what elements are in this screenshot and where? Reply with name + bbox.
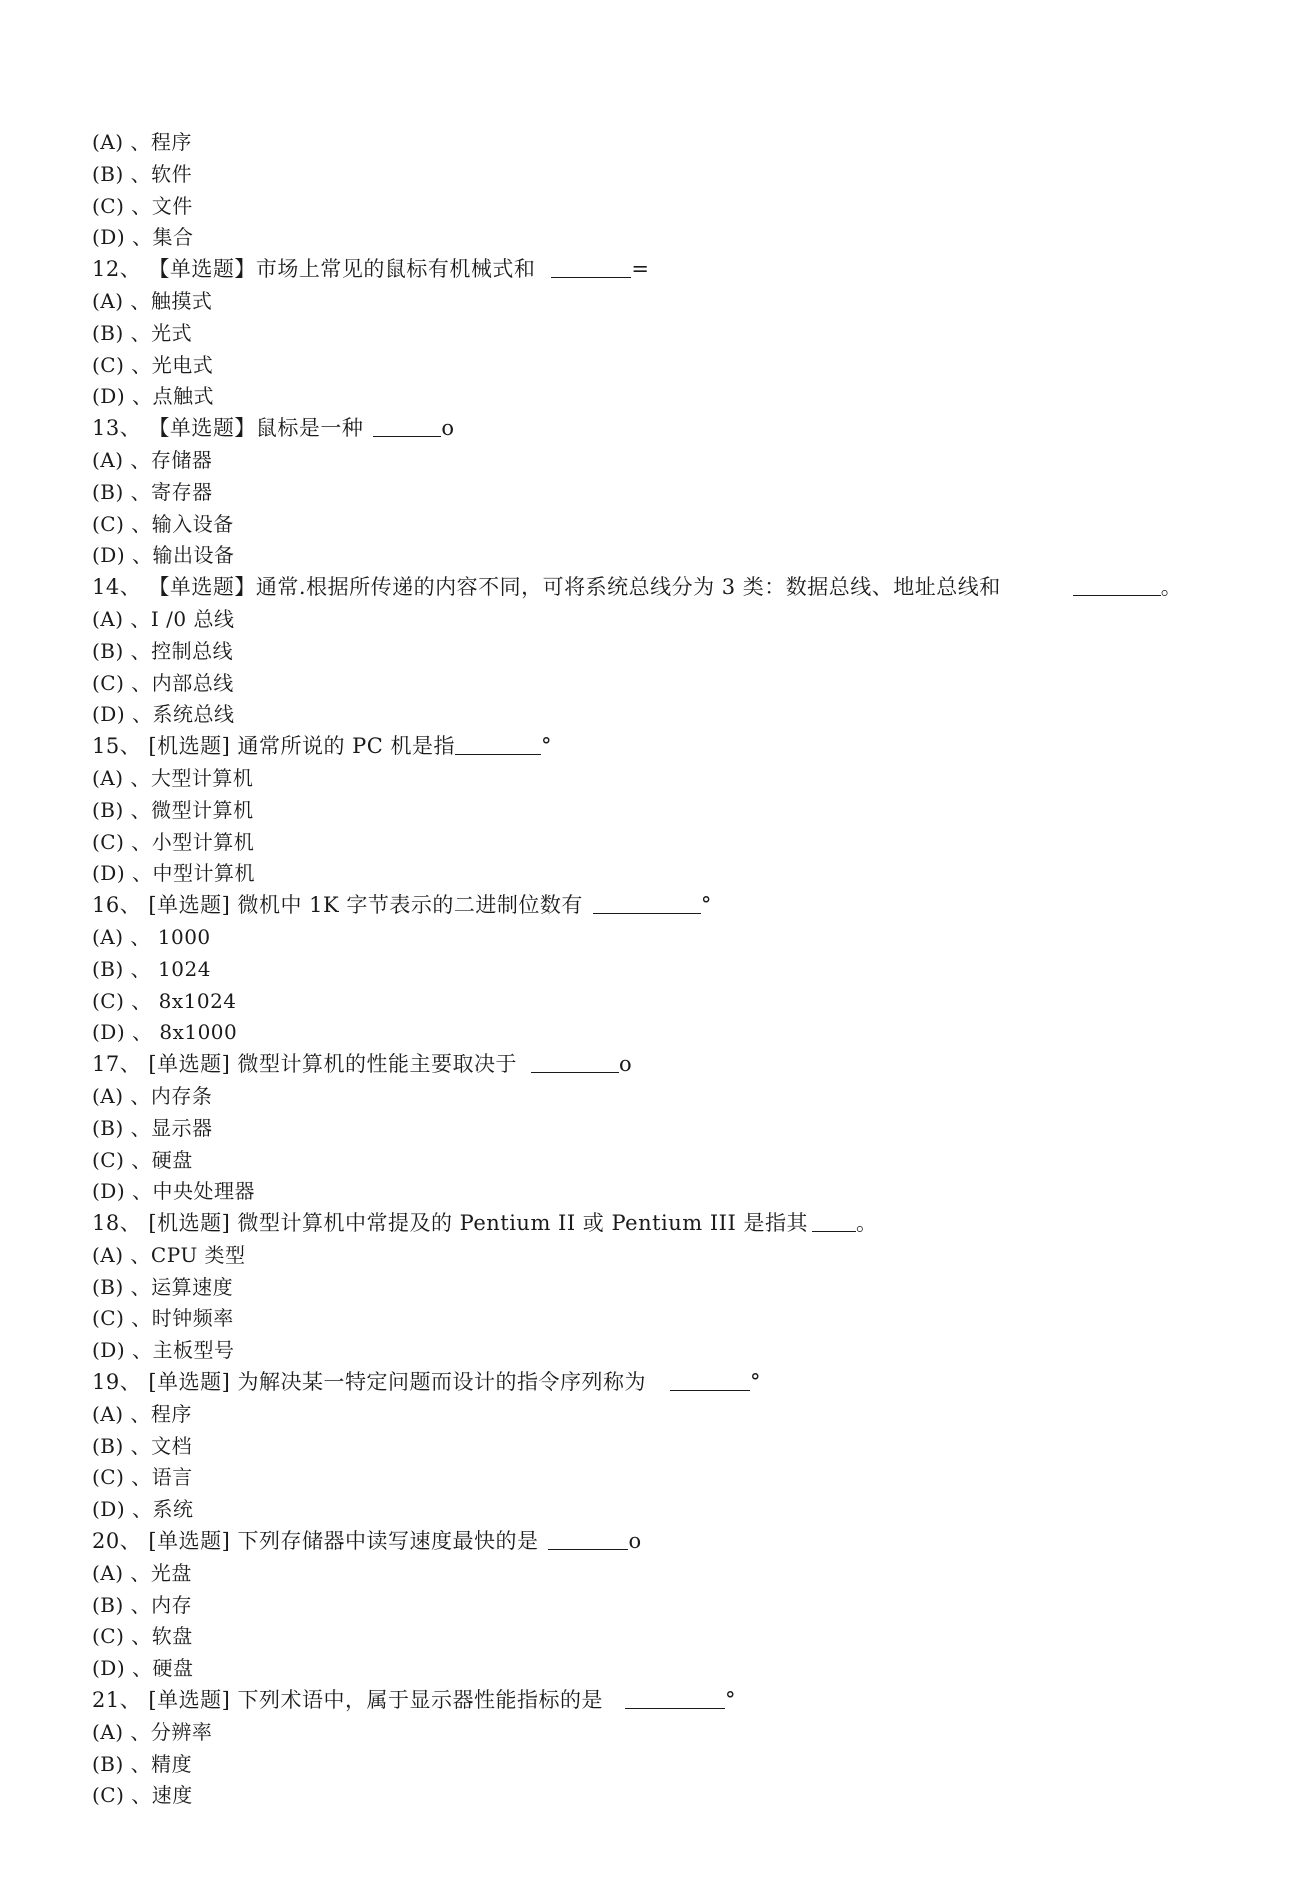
option-line: [92, 1462, 1212, 1494]
question-end-mark: 。: [1160, 575, 1183, 600]
answer-blank: [593, 891, 701, 914]
option-line: [92, 1717, 1212, 1749]
option-text: (B) 、内存: [92, 1592, 193, 1617]
option-line: [92, 1240, 1212, 1272]
option-text: (C) 、光电式: [92, 352, 214, 377]
option-text: (B) 、精度: [92, 1751, 193, 1776]
question-end-mark: °: [724, 1688, 736, 1713]
question-line: [92, 1367, 1212, 1399]
option-line: [92, 668, 1212, 700]
option-line: [92, 986, 1212, 1018]
option-text: (A) 、大型计算机: [92, 765, 254, 790]
option-line: [92, 1558, 1212, 1590]
option-text: (B) 、文档: [92, 1433, 193, 1458]
option-line: [92, 1176, 1212, 1208]
question-end-mark: °: [700, 893, 712, 918]
question-text: 12、 【单选题】市场上常见的鼠标有机械式和: [92, 257, 536, 282]
option-line: [92, 763, 1212, 795]
option-line: [92, 636, 1212, 668]
option-line: [92, 1399, 1212, 1431]
question-end-mark: o: [441, 416, 455, 441]
answer-blank: [670, 1368, 750, 1391]
option-text: (A) 、程序: [92, 1401, 192, 1426]
option-line: [92, 445, 1212, 477]
option-text: (D) 、输出设备: [92, 543, 235, 568]
option-line: [92, 1113, 1212, 1145]
question-line: [92, 572, 1212, 604]
question-end-mark: o: [628, 1529, 642, 1554]
option-line: [92, 1590, 1212, 1622]
question-end-mark: °: [749, 1370, 761, 1395]
option-line: [92, 858, 1212, 890]
option-text: (A) 、内存条: [92, 1083, 213, 1108]
answer-blank: [531, 1050, 619, 1073]
option-text: (A) 、存储器: [92, 447, 213, 472]
option-text: (C) 、时钟频率: [92, 1306, 234, 1331]
option-text: (C) 、语言: [92, 1465, 193, 1490]
option-text: (C) 、输入设备: [92, 511, 234, 536]
option-line: [92, 1494, 1212, 1526]
option-text: (D) 、集合: [92, 225, 194, 250]
option-text: (C) 、文件: [92, 193, 193, 218]
exam-page: [92, 127, 1212, 1812]
option-text: (B) 、光式: [92, 320, 193, 345]
option-text: (D) 、中央处理器: [92, 1179, 255, 1204]
option-text: (D) 、中型计算机: [92, 861, 255, 886]
option-line: [92, 1272, 1212, 1304]
answer-blank: [548, 1527, 628, 1550]
option-line: [92, 477, 1212, 509]
option-text: (B) 、微型计算机: [92, 797, 254, 822]
question-text: 16、 [单选题] 微机中 1K 字节表示的二进制位数有: [92, 893, 583, 918]
option-text: (B) 、显示器: [92, 1115, 213, 1140]
option-text: (A) 、光盘: [92, 1560, 192, 1585]
question-end-mark: °: [541, 734, 553, 759]
option-line: [92, 318, 1212, 350]
option-text: (D) 、系统总线: [92, 702, 235, 727]
option-line: [92, 1303, 1212, 1335]
option-text: (C) 、速度: [92, 1783, 193, 1808]
option-line: [92, 1017, 1212, 1049]
option-line: [92, 381, 1212, 413]
option-line: [92, 827, 1212, 859]
option-text: (A) 、 1000: [92, 924, 211, 949]
answer-blank: [812, 1209, 856, 1232]
option-text: (C) 、软盘: [92, 1624, 193, 1649]
question-line: [92, 1049, 1212, 1081]
question-line: [92, 254, 1212, 286]
question-text: 18、 [机选题] 微型计算机中常提及的 Pentium II 或 Pentium III 是指其: [92, 1211, 808, 1236]
option-line: [92, 350, 1212, 382]
option-text: (A) 、程序: [92, 130, 192, 154]
option-line: [92, 540, 1212, 572]
option-text: (D) 、 8x1000: [92, 1020, 238, 1045]
option-line: [92, 954, 1212, 986]
answer-blank: [551, 255, 631, 278]
question-text: 21、 [单选题] 下列术语中，属于显示器性能指标的是: [92, 1688, 603, 1713]
option-text: (C) 、小型计算机: [92, 829, 255, 854]
option-line: [92, 1431, 1212, 1463]
answer-blank: [373, 414, 441, 437]
option-text: (C) 、内部总线: [92, 670, 234, 695]
question-text: 20、 [单选题] 下列存储器中读写速度最快的是: [92, 1529, 539, 1554]
answer-blank: [455, 732, 541, 755]
option-line: [92, 222, 1212, 254]
option-text: (B) 、软件: [92, 161, 193, 186]
option-line: [92, 1145, 1212, 1177]
option-line: [92, 1749, 1212, 1781]
option-line: [92, 1780, 1212, 1812]
option-text: (B) 、寄存器: [92, 479, 213, 504]
question-line: [92, 413, 1212, 445]
question-text: 17、 [单选题] 微型计算机的性能主要取决于: [92, 1052, 517, 1077]
option-line: [92, 699, 1212, 731]
option-line: [92, 922, 1212, 954]
option-text: (B) 、控制总线: [92, 638, 234, 663]
option-line: [92, 604, 1212, 636]
option-text: (C) 、硬盘: [92, 1147, 193, 1172]
option-text: (A) 、I /0 总线: [92, 606, 235, 631]
option-line: [92, 127, 1212, 159]
answer-blank: [625, 1686, 725, 1709]
question-line: [92, 1685, 1212, 1717]
option-line: [92, 509, 1212, 541]
option-text: (D) 、系统: [92, 1497, 194, 1522]
option-line: [92, 1081, 1212, 1113]
option-text: (A) 、分辨率: [92, 1719, 213, 1744]
option-text: (A) 、触摸式: [92, 288, 213, 313]
option-line: [92, 191, 1212, 223]
option-line: [92, 1335, 1212, 1367]
question-text: 19、 [单选题] 为解决某一特定问题而设计的指令序列称为: [92, 1370, 646, 1395]
question-line: [92, 731, 1212, 763]
question-end-mark: o: [618, 1052, 633, 1077]
option-line: [92, 159, 1212, 191]
option-text: (D) 、点触式: [92, 384, 214, 409]
option-text: (D) 、硬盘: [92, 1656, 194, 1681]
option-line: [92, 795, 1212, 827]
option-text: (B) 、运算速度: [92, 1274, 234, 1299]
option-text: (A) 、CPU 类型: [92, 1242, 246, 1267]
question-end-mark: =: [631, 257, 650, 282]
option-line: [92, 286, 1212, 318]
option-line: [92, 1621, 1212, 1653]
question-line: [92, 1208, 1212, 1240]
question-end-mark: 。: [855, 1211, 878, 1236]
answer-blank: [1073, 573, 1161, 596]
option-line: [92, 1653, 1212, 1685]
question-text: 13、 【单选题】鼠标是一种: [92, 416, 364, 441]
option-text: (C) 、 8x1024: [92, 988, 237, 1013]
question-text: 15、 [机选题] 通常所说的 PC 机是指: [92, 734, 456, 759]
question-line: [92, 890, 1212, 922]
option-text: (B) 、 1024: [92, 956, 211, 981]
question-line: [92, 1526, 1212, 1558]
question-text: 14、 【单选题】通常.根据所传递的内容不同，可将系统总线分为 3 类：数据总线、地址总线和: [92, 575, 1001, 600]
option-text: (D) 、主板型号: [92, 1338, 235, 1363]
